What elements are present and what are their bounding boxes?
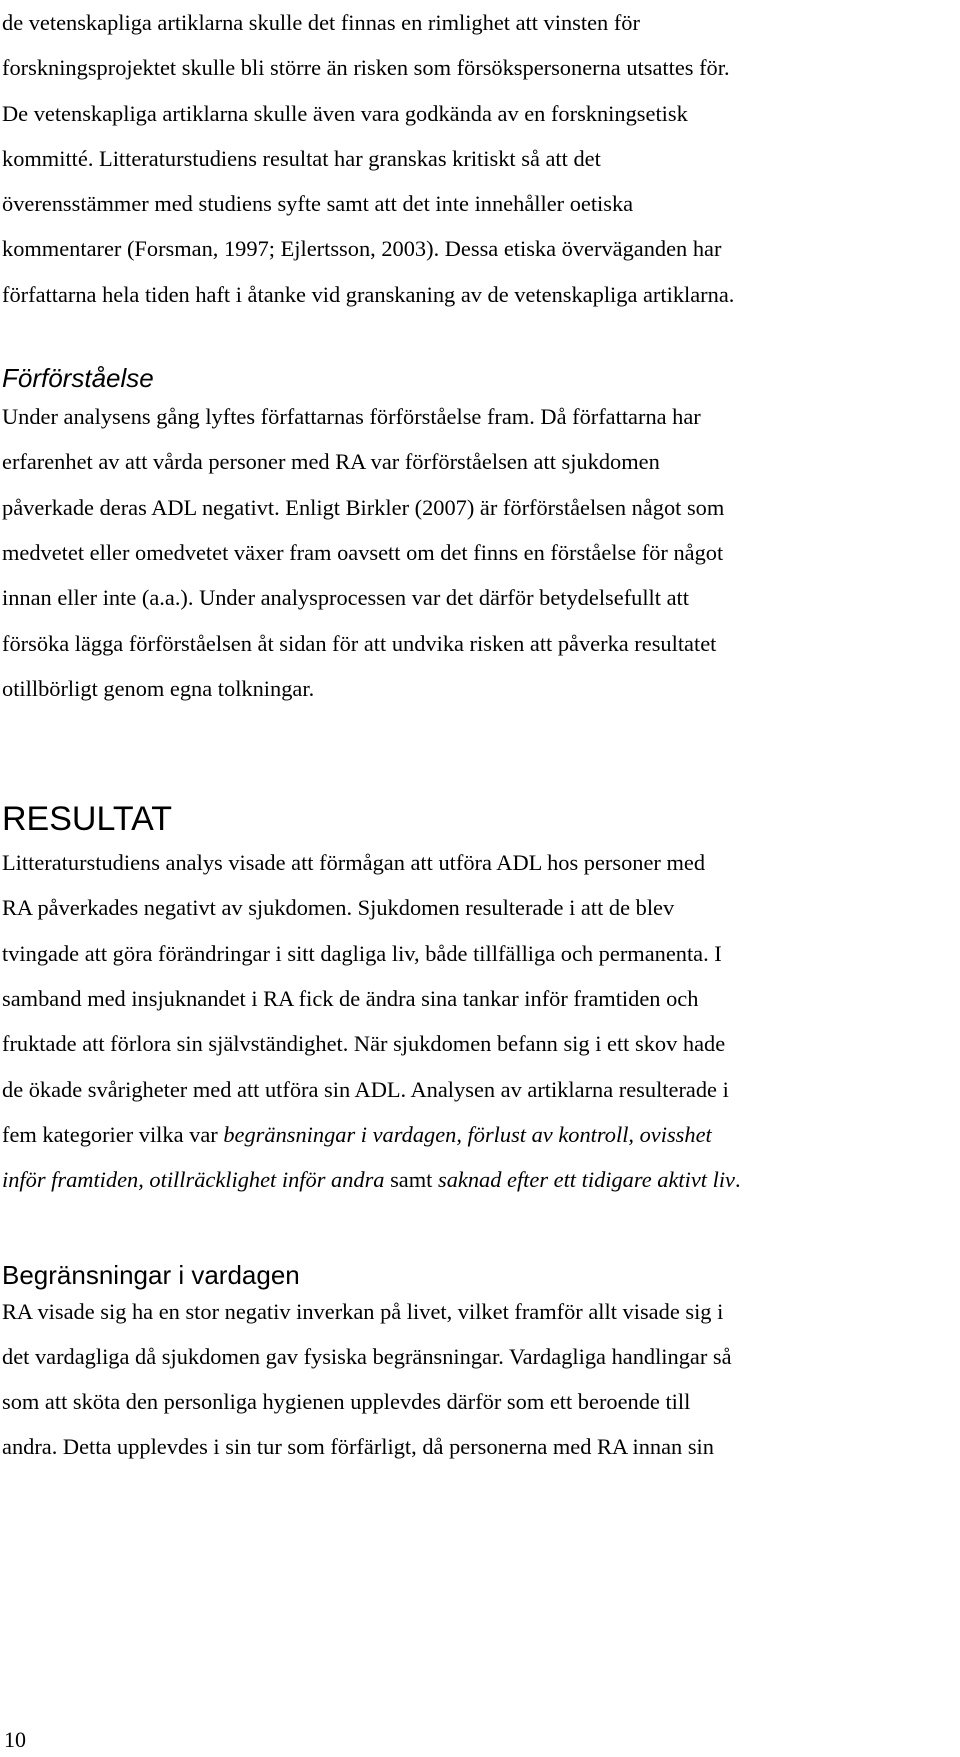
text-line: författarna hela tiden haft i åtanke vid granskaning av de vetenskapliga artiklarna. — [2, 281, 735, 307]
text-line: fruktade att förlora sin självständighet. När sjukdomen befann sig i ett skov hade — [2, 1031, 726, 1057]
heading-resultat: RESULTAT — [2, 800, 173, 839]
page-number: 10 — [4, 1727, 26, 1752]
text-run: samt — [384, 1167, 438, 1193]
italic-category-list: begränsningar i vardagen, förlust av kontroll, ovisshet — [223, 1121, 712, 1147]
text-line: överensstämmer med studiens syfte samt att det inte innehåller oetiska — [2, 191, 634, 217]
italic-category-list: inför framtiden, otillräcklighet inför andra — [2, 1167, 385, 1193]
paragraph-forforstaelse — [2, 394, 952, 711]
text-line: som att sköta den personliga hygienen upplevdes därför som ett beroende till — [2, 1389, 691, 1415]
text-line: forskningsprojektet skulle bli större än risken som försökspersonerna utsattes för. — [2, 55, 730, 81]
text-line: medvetet eller omedvetet växer fram oavsett om det finns en förståelse för något — [2, 539, 724, 565]
text-line — [2, 1157, 952, 1202]
text-line: kommitté. Litteraturstudiens resultat har granskas kritiskt så att det — [2, 145, 601, 171]
text-line: påverkade deras ADL negativt. Enligt Birkler (2007) är förförståelsen något som — [2, 494, 725, 520]
text-line: Under analysens gång lyftes författarnas förförståelse fram. Då författarna har — [2, 404, 701, 430]
paragraph-resultat — [2, 840, 952, 1202]
paragraph-begransningar — [2, 1289, 952, 1470]
text-line: Litteraturstudiens analys visade att förmågan att utföra ADL hos personer med — [2, 850, 706, 876]
text-line: RA visade sig ha en stor negativ inverkan på livet, vilket framför allt visade sig i — [2, 1298, 724, 1324]
page-content — [2, 0, 952, 1470]
heading-begransningar: Begränsningar i vardagen — [2, 1259, 300, 1290]
text-line — [2, 1112, 952, 1157]
text-line: de vetenskapliga artiklarna skulle det finnas en rimlighet att vinsten för — [2, 10, 640, 35]
text-line: erfarenhet av att vårda personer med RA var förförståelsen att sjukdomen — [2, 449, 660, 475]
heading-forforstaelse: Förförståelse — [2, 363, 154, 394]
text-line: innan eller inte (a.a.). Under analysprocessen var det därför betydelsefullt att — [2, 585, 689, 611]
text-line: De vetenskapliga artiklarna skulle även vara godkända av en forskningsetisk — [2, 100, 688, 126]
text-line: försöka lägga förförståelsen åt sidan för att undvika risken att påverka resultatet — [2, 630, 717, 656]
paragraph-ethics — [2, 0, 952, 317]
text-line: kommentarer (Forsman, 1997; Ejlertsson, 2003). Dessa etiska överväganden har — [2, 236, 722, 262]
text-line: otillbörligt genom egna tolkningar. — [2, 675, 315, 701]
italic-category-list: saknad efter ett tidigare aktivt liv — [437, 1167, 735, 1193]
text-run: . — [735, 1167, 741, 1193]
text-line: RA påverkades negativt av sjukdomen. Sjukdomen resulterade i att de blev — [2, 895, 675, 921]
text-line: samband med insjuknandet i RA fick de ändra sina tankar inför framtiden och — [2, 986, 699, 1012]
text-line: det vardagliga då sjukdomen gav fysiska begränsningar. Vardagliga handlingar så — [2, 1343, 732, 1369]
text-line: andra. Detta upplevdes i sin tur som förfärligt, då personerna med RA innan sin — [2, 1434, 714, 1460]
text-line: de ökade svårigheter med att utföra sin ADL. Analysen av artiklarna resulterade i — [2, 1076, 729, 1102]
text-run: fem kategorier vilka var — [2, 1121, 224, 1147]
text-line: tvingade att göra förändringar i sitt dagliga liv, både tillfälliga och permanenta. I — [2, 940, 722, 966]
